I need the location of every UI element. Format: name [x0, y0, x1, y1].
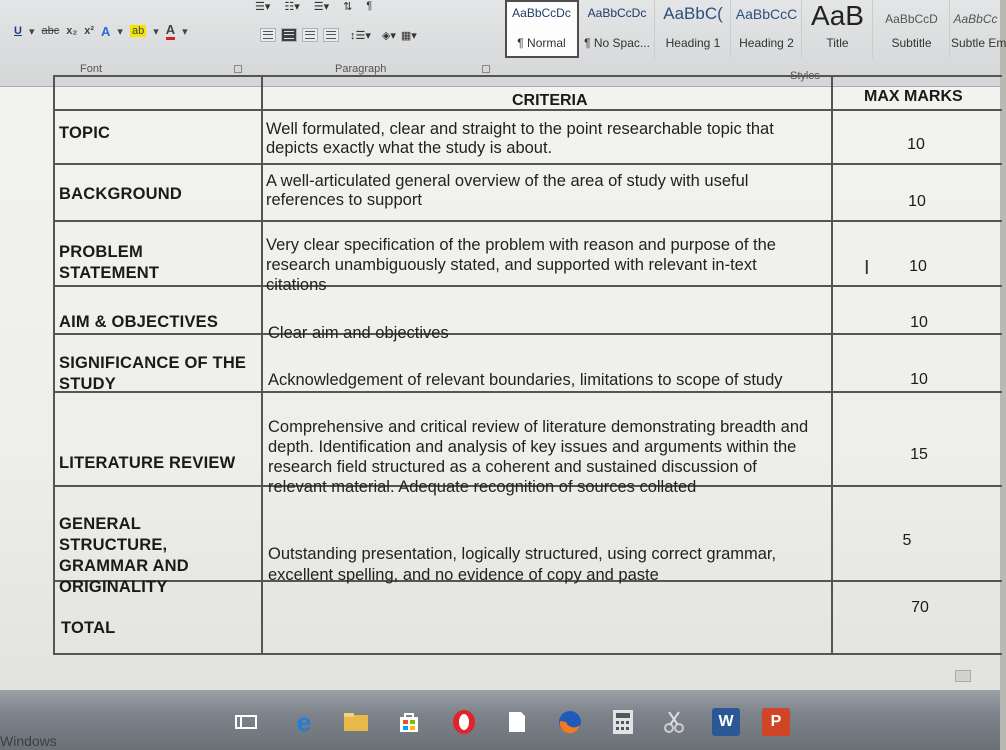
line-spacing-icon[interactable]: ↕☰▾ [350, 29, 371, 42]
show-marks-icon[interactable]: ¶ [366, 0, 373, 12]
word-ribbon [0, 0, 1006, 87]
notes-icon[interactable] [503, 708, 531, 736]
paragraph-alignment-buttons [260, 28, 417, 42]
chevron-down-icon[interactable]: ▾ [153, 25, 159, 38]
style-no-spacing[interactable]: AaBbCcDc ¶ No Spac... [580, 0, 655, 58]
marks-topic: 10 [907, 136, 925, 153]
subscript-button[interactable]: x₂ [66, 25, 78, 37]
criteria-header: CRITERIA [512, 92, 588, 109]
font-format-buttons [14, 22, 188, 40]
style-heading-2[interactable]: AaBbCcC Heading 2 [732, 0, 802, 58]
style-title[interactable]: AaB Title [803, 0, 873, 58]
shading-icon[interactable]: ◈▾ [381, 29, 396, 42]
max-marks-header: MAX MARKS [864, 88, 963, 105]
style-subtitle[interactable]: AaBbCcD Subtitle [874, 0, 950, 58]
font-group-label: Font [80, 63, 103, 75]
chevron-down-icon[interactable]: ▾ [28, 25, 35, 38]
criteria-literature-review: Comprehensive and critical review of literature demonstrating breadth and depth. Identification and analysis of key issues and arguments within the research field structured as a coherent and sustained discussion of relevant material. Adequate recognition of sources collated [268, 418, 809, 496]
font-dialog-launcher-icon[interactable] [234, 65, 242, 73]
row-label-problem-statement: PROBLEM STATEMENT [59, 243, 160, 282]
marks-total: 70 [911, 599, 929, 616]
row-label-aim-objectives: AIM & OBJECTIVES [59, 313, 219, 331]
sort-icon[interactable]: ⇅ [343, 1, 353, 13]
marks-literature-review: 15 [910, 446, 928, 463]
chevron-down-icon[interactable]: ▾ [182, 25, 188, 38]
edge-icon[interactable]: e [296, 706, 312, 737]
criteria-general-structure: Outstanding presentation, logically structured, using correct grammar, excellent spelling, and no evidence of copy and paste [268, 545, 777, 584]
superscript-button[interactable]: x² [84, 25, 95, 37]
marks-general-structure: 5 [902, 532, 912, 549]
opera-icon[interactable] [450, 708, 478, 736]
criteria-background: A well-articulated general overview of the area of study with useful references to support [266, 172, 749, 209]
style-subtle-emphasis[interactable]: AaBbCc Subtle Em [951, 12, 1006, 50]
font-color-button[interactable]: A [166, 22, 175, 40]
bullets-icon[interactable]: ☰▾ [255, 1, 271, 13]
snipping-icon[interactable] [660, 708, 688, 736]
row-label-total: TOTAL [61, 619, 116, 637]
justify-icon[interactable] [323, 28, 339, 42]
row-label-background: BACKGROUND [59, 185, 182, 203]
chevron-down-icon[interactable]: ▾ [117, 25, 123, 38]
row-label-significance: SIGNIFICANCE OF THE STUDY [59, 354, 247, 393]
criteria-topic: Well formulated, clear and straight to the point researchable topic that depicts exactly what the study is about. [266, 120, 774, 157]
styles-group-label: Styles [790, 70, 820, 82]
paragraph-list-buttons [255, 0, 372, 13]
align-left-icon[interactable] [260, 28, 276, 42]
marks-problem-statement: 10 [909, 258, 927, 275]
strikethrough-button[interactable]: abc [41, 25, 60, 37]
row-label-general-structure: GENERAL STRUCTURE, GRAMMAR AND ORIGINALITY [59, 515, 189, 596]
style-normal[interactable]: AaBbCcDc ¶ Normal [505, 0, 579, 58]
document-page[interactable] [0, 87, 1000, 690]
highlight-button[interactable]: ab [131, 25, 145, 37]
styles-gallery [500, 0, 1006, 58]
task-view-icon[interactable] [232, 708, 260, 736]
store-icon[interactable] [395, 708, 423, 736]
criteria-aim-objectives: Clear aim and objectives [268, 324, 449, 342]
file-explorer-icon[interactable] [342, 708, 370, 736]
powerpoint-icon[interactable]: P [762, 708, 790, 736]
numbering-icon[interactable]: ☷▾ [284, 1, 300, 13]
word-icon[interactable]: W [712, 708, 740, 736]
style-heading-1[interactable]: AaBbC( Heading 1 [656, 0, 731, 58]
align-right-icon[interactable] [302, 28, 318, 42]
windows-watermark: Windows [0, 733, 57, 749]
windows-taskbar [0, 690, 1000, 750]
marks-aim-objectives: 10 [910, 314, 928, 331]
multilevel-list-icon[interactable]: ☰▾ [313, 1, 330, 13]
marks-significance: 10 [910, 371, 928, 388]
criteria-significance: Acknowledgement of relevant boundaries, limitations to scope of study [268, 371, 783, 389]
row-label-topic: TOPIC [59, 124, 111, 142]
calculator-icon[interactable] [609, 708, 637, 736]
text-cursor-icon: I [864, 257, 870, 279]
align-center-icon[interactable] [281, 28, 297, 42]
paragraph-group-label: Paragraph [335, 63, 387, 75]
criteria-problem-statement: Very clear specification of the problem with reason and purpose of the research unambiguously stated, and supported with relevant in-text citations [266, 236, 776, 294]
borders-icon[interactable]: ▦▾ [400, 29, 417, 42]
text-effects-button[interactable]: A [101, 23, 111, 39]
paragraph-dialog-launcher-icon[interactable] [482, 65, 490, 73]
row-label-literature-review: LITERATURE REVIEW [59, 454, 236, 472]
firefox-icon[interactable] [556, 708, 584, 736]
underline-button[interactable]: U [14, 25, 22, 37]
resize-handle-icon[interactable] [955, 670, 971, 682]
marks-background: 10 [908, 193, 926, 210]
